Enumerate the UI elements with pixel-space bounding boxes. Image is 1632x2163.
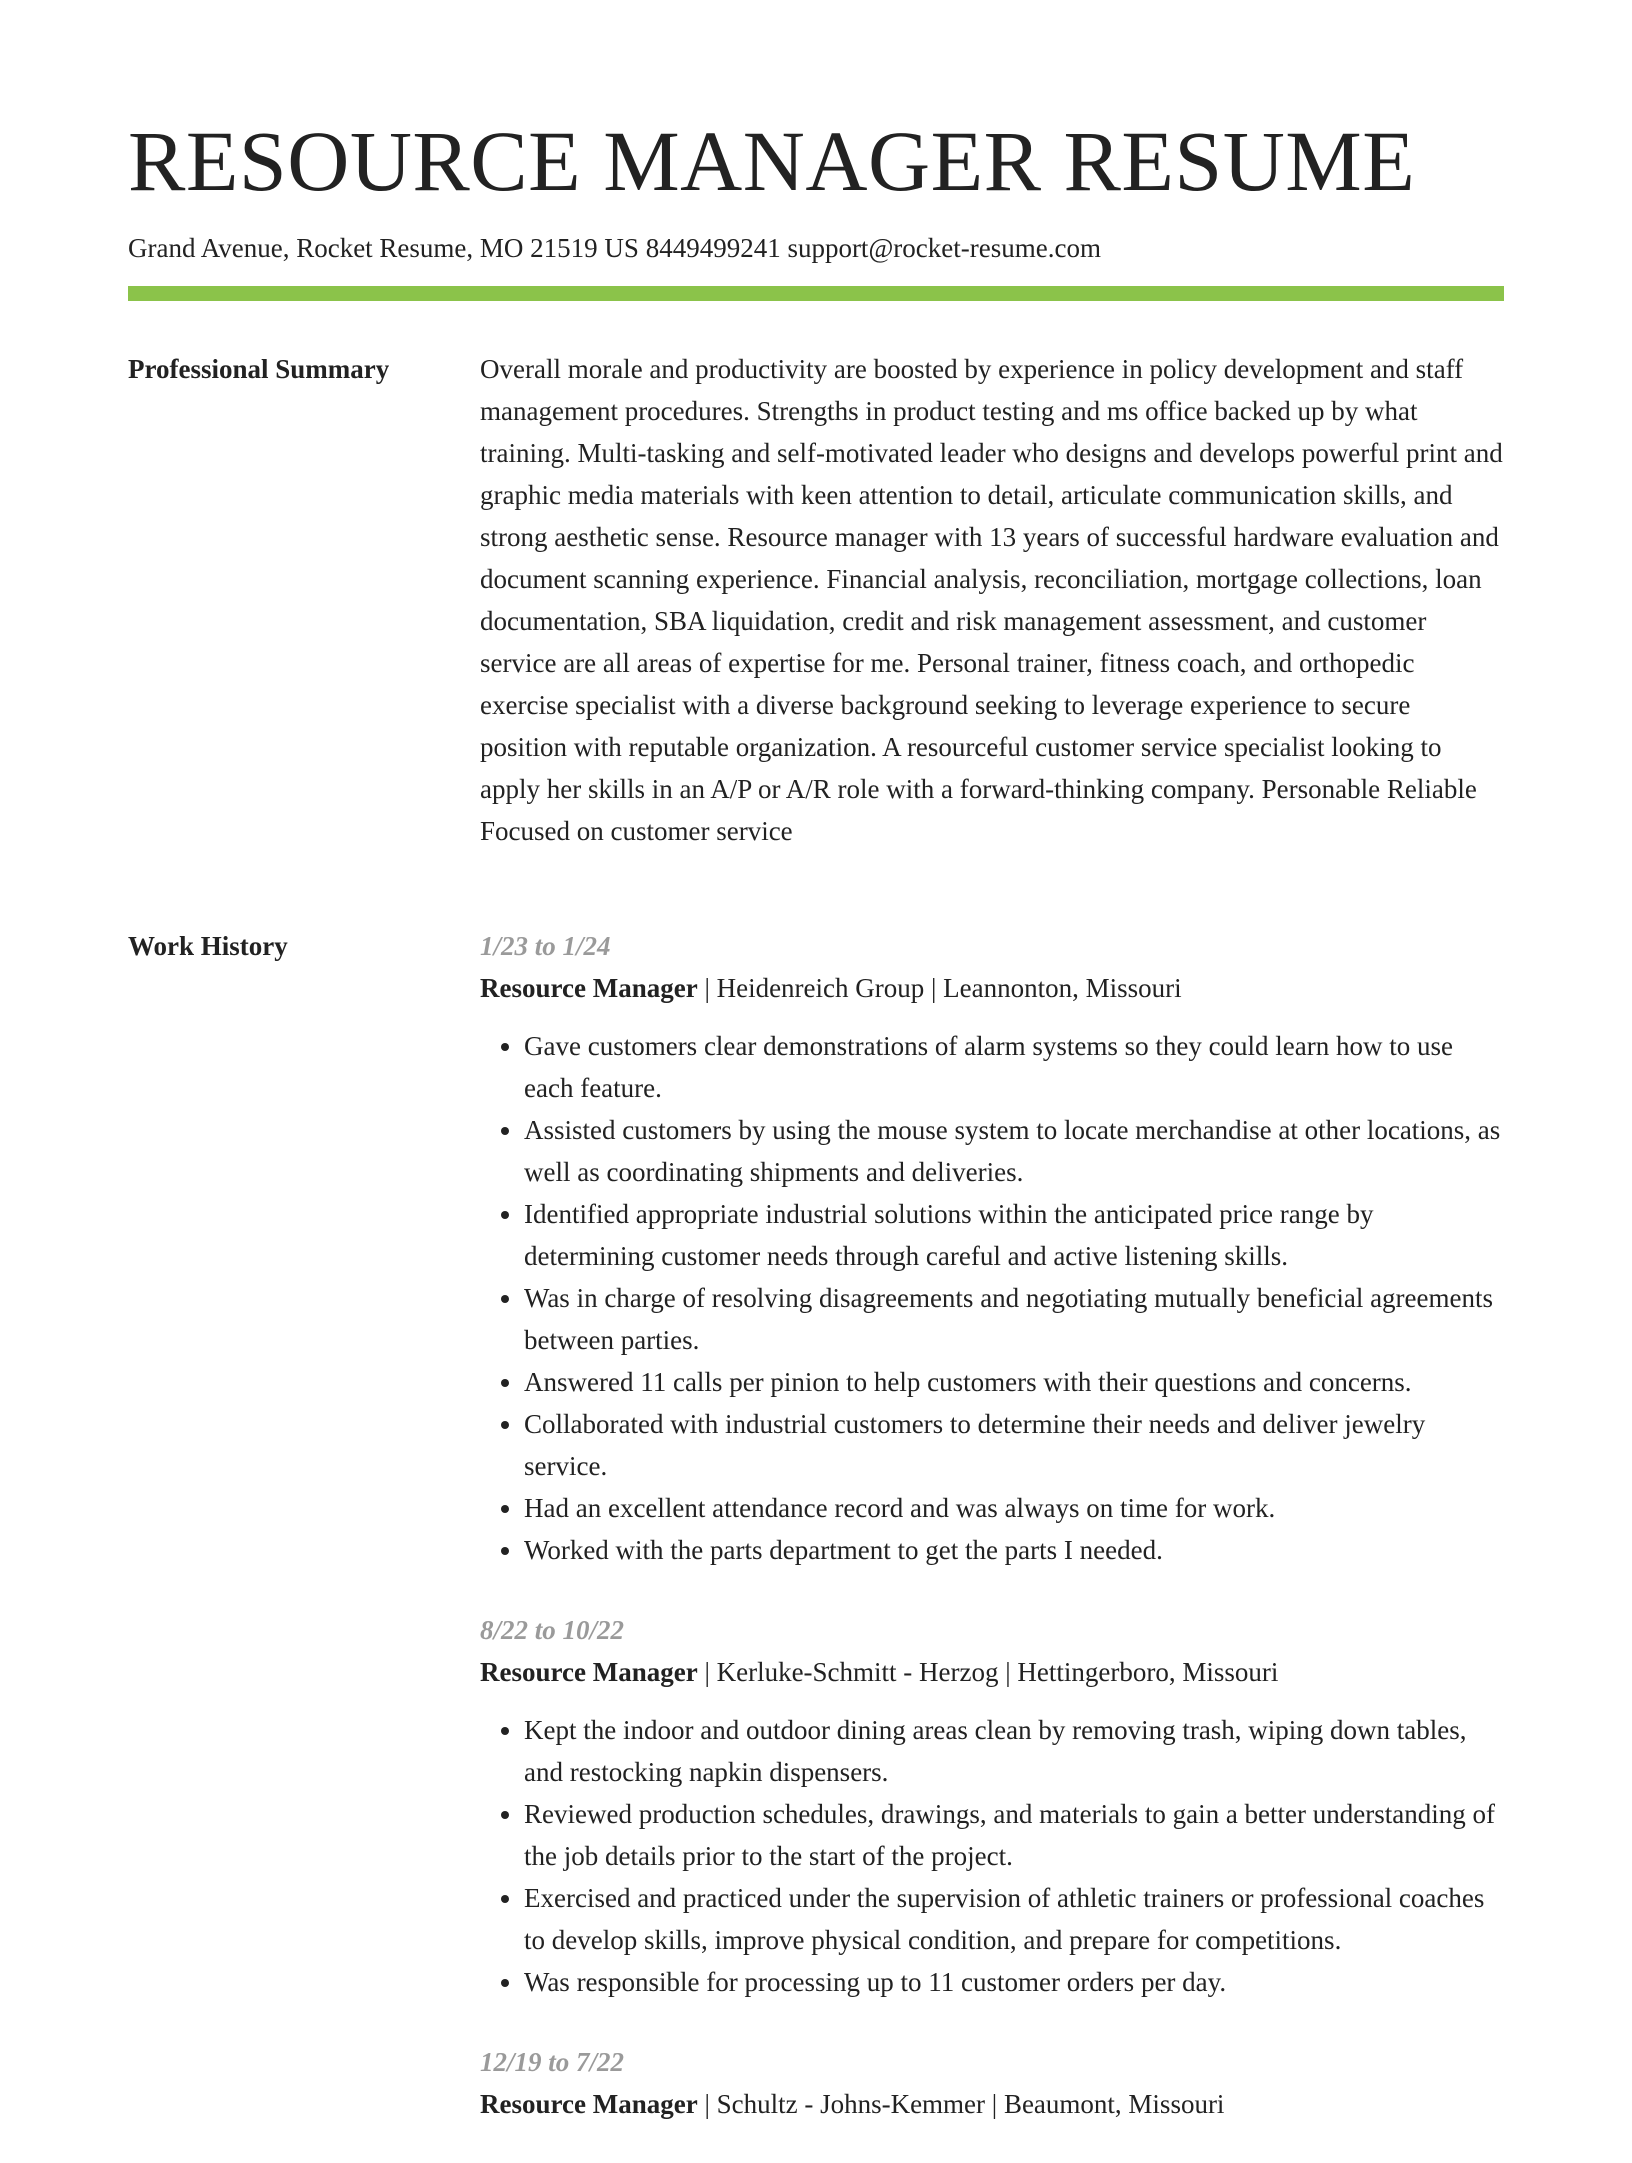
job-role: Resource Manager — [480, 1657, 698, 1687]
job-company-location: | Heidenreich Group | Leannonton, Missouri — [697, 973, 1182, 1003]
job-bullet: • Gave customers clear demonstrations of alarm systems so they could learn how to use each feature. — [524, 1025, 1504, 1109]
job-bullet-list — [480, 1025, 1504, 1571]
job-entry — [480, 925, 1504, 1571]
summary-body — [480, 348, 1504, 852]
job-company-location: | Schultz - Johns-Kemmer | Beaumont, Missouri — [697, 2089, 1225, 2119]
contact-phone: 8449499241 — [645, 233, 781, 263]
job-bullet-list — [480, 1709, 1504, 2003]
job-dates: 8/22 to 10/22 — [480, 1615, 625, 1645]
work-history-body — [480, 925, 1504, 2163]
job-bullet: • Exercised and practiced under the supervision of athletic trainers or professional coaches to develop skills, improve physical condition, and prepare for competitions. — [524, 1877, 1504, 1961]
job-bullet: • Kept the indoor and outdoor dining areas clean by removing trash, wiping down tables, and restocking napkin dispensers. — [524, 1709, 1504, 1793]
work-history-label: Work History — [128, 931, 288, 961]
job-dates: 12/19 to 7/22 — [480, 2047, 625, 2077]
summary-text: Overall morale and productivity are boosted by experience in policy development and staff management procedures. Strengths in product testing and ms office backed up by what training. Multi-tasking and self-motivated leader who designs and develops powerful print and graphic media materials with keen attention to detail, articulate communication skills, and strong aesthetic sense. Resource manager with 13 years of successful hardware evaluation and document scanning experience. Financial analysis, reconciliation, mortgage collections, loan documentation, SBA liquidation, credit and risk management assessment, and customer service are all areas of expertise for me. Personal trainer, fitness coach, and orthopedic exercise specialist with a diverse background seeking to leverage experience to secure position with reputable organization. A resourceful customer service specialist looking to apply her skills in an A/P or A/R role with a forward-thinking company. Personable Reliable Focused on customer service — [480, 354, 1503, 846]
contact-line — [128, 232, 1504, 264]
job-bullet: • Answered 11 calls per pinion to help customers with their questions and concerns. — [524, 1361, 1504, 1403]
job-bullet: • Worked with the parts department to get the parts I needed. — [524, 1529, 1504, 1571]
job-bullet: • Had an excellent attendance record and was always on time for work. — [524, 1487, 1504, 1529]
job-role: Resource Manager — [480, 2089, 698, 2119]
job-role: Resource Manager — [480, 973, 698, 1003]
job-bullet: • Collaborated with industrial customers to determine their needs and deliver jewelry service. — [524, 1403, 1504, 1487]
header-divider — [128, 286, 1504, 301]
job-bullet: • Identified appropriate industrial solutions within the anticipated price range by determining customer needs through careful and active listening skills. — [524, 1193, 1504, 1277]
job-company-location: | Kerluke-Schmitt - Herzog | Hettingerboro, Missouri — [697, 1657, 1279, 1687]
job-title-line — [480, 2083, 1504, 2125]
contact-email: support@rocket-resume.com — [787, 233, 1101, 263]
job-entry — [480, 2041, 1504, 2125]
job-dates: 1/23 to 1/24 — [480, 931, 611, 961]
resume-header — [128, 113, 1504, 264]
job-entry — [480, 1609, 1504, 2003]
job-title-line — [480, 967, 1504, 1009]
summary-label: Professional Summary — [128, 354, 390, 384]
job-bullet: • Reviewed production schedules, drawings, and materials to gain a better understanding of the job details prior to the start of the project. — [524, 1793, 1504, 1877]
contact-address: Grand Avenue, Rocket Resume, MO 21519 US — [128, 233, 639, 263]
job-title-line — [480, 1651, 1504, 1693]
job-bullet: • Was in charge of resolving disagreements and negotiating mutually beneficial agreements between parties. — [524, 1277, 1504, 1361]
job-bullet: • Was responsible for processing up to 11 customer orders per day. — [524, 1961, 1504, 2003]
resume-title: RESOURCE MANAGER RESUME — [128, 113, 1416, 209]
job-bullet: • Assisted customers by using the mouse system to locate merchandise at other locations, as well as coordinating shipments and deliveries. — [524, 1109, 1504, 1193]
